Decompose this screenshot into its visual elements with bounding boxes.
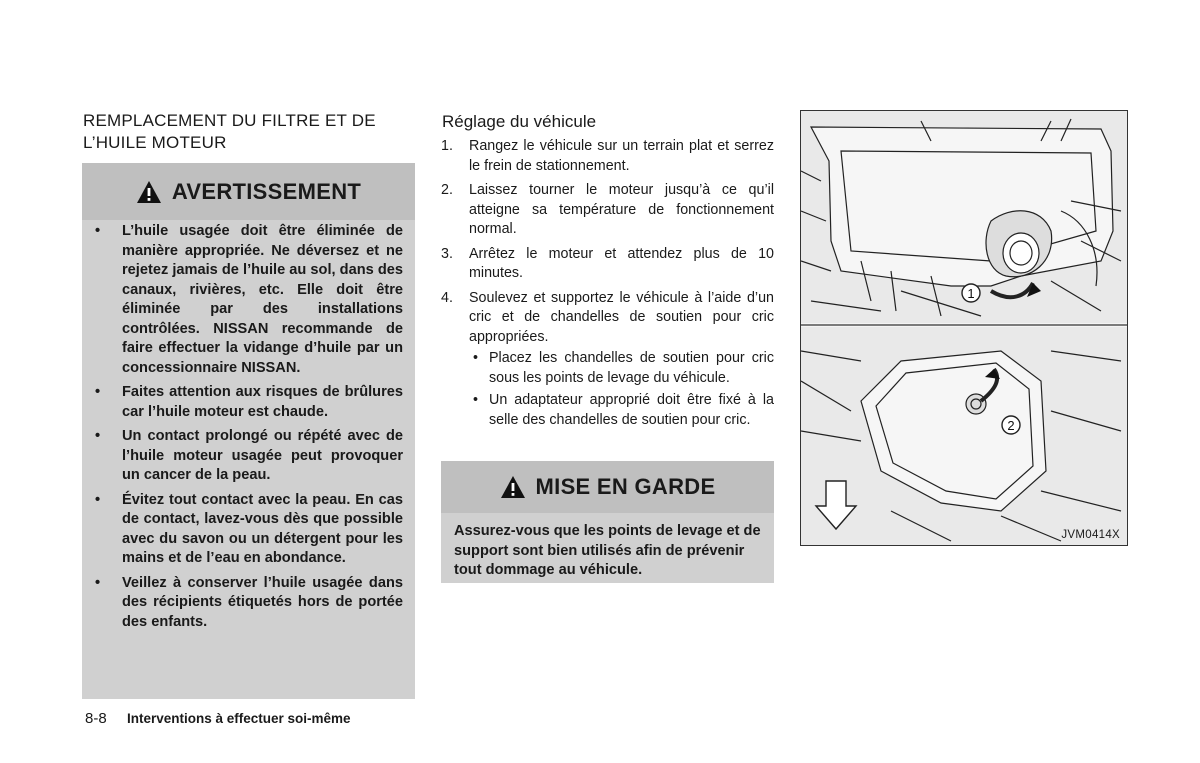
sub-item: • Un adaptateur approprié doit être fixé à la selle des chandelles de soutien pour cric. <box>473 392 774 428</box>
warning-triangle-icon <box>136 180 162 204</box>
step-item <box>441 245 774 284</box>
step-text: Arrêtez le moteur et attendez plus de 10 minutes. <box>469 245 774 281</box>
page-number: 8-8 <box>85 710 107 727</box>
step-number: 3. <box>441 245 453 262</box>
figure-code: JVM0414X <box>1061 529 1120 541</box>
warning-list <box>82 222 415 637</box>
bullet: • <box>95 223 101 239</box>
chapter-title: Interventions à effectuer soi-même <box>127 711 351 726</box>
bullet: • <box>95 384 101 400</box>
bullet: • <box>473 392 479 408</box>
warning-item: • L’huile usagée doit être éliminée de manière appropriée. Ne déversez et ne rejetez jamais de l’huile au sol, dans des canaux, rivières, etc. Elle doit être éliminée par des installations contrôlées. NISSAN recommande de faire effectuer la vidange d’huile par un concessionnaire NISSAN. <box>95 223 403 376</box>
engine-drawing <box>801 111 1127 545</box>
bullet: • <box>473 350 479 366</box>
warning-item: • Évitez tout contact avec la peau. En cas de contact, lavez-vous dès que possible avec du savon ou un détergent pour les mains et de l’eau en abondance. <box>95 491 403 566</box>
vehicle-setup-heading: Réglage du véhicule <box>442 112 597 131</box>
warning-item: • Veillez à conserver l’huile usagée dans des récipients étiquetés hors de portée des enfants. <box>95 574 403 630</box>
step-sublist <box>469 349 774 430</box>
caution-box <box>441 461 774 583</box>
callout-1: 1 <box>967 286 975 301</box>
callout-2: 2 <box>1007 418 1015 433</box>
bullet: • <box>95 428 101 444</box>
step-number: 2. <box>441 182 453 198</box>
step-text: Laissez tourner le moteur jusqu’à ce qu’il atteigne sa température de fonctionnement normal. <box>469 182 774 237</box>
setup-steps <box>441 137 774 435</box>
caution-text: Assurez-vous que les points de levage et de support sont bien utilisés afin de prévenir tout dommage au véhicule. <box>454 523 761 578</box>
step-text: Soulevez et supportez le véhicule à l’aide d’un cric et de chandelles de soutien pour cric appropriées. <box>469 289 774 345</box>
warning-triangle-icon <box>500 475 526 499</box>
warning-item: • Faites attention aux risques de brûlures car l’huile moteur est chaude. <box>95 384 403 420</box>
engine-illustration <box>800 110 1128 546</box>
section-title: REMPLACEMENT DU FILTRE ET DE L’HUILE MOTEUR <box>83 111 376 152</box>
step-number: 1. <box>441 138 453 154</box>
warning-item: • Un contact prolongé ou répété avec de l’huile moteur usagée peut provoquer un cancer de la peau. <box>95 428 403 483</box>
sub-item: • Placez les chandelles de soutien pour cric sous les points de levage du véhicule. <box>473 350 774 386</box>
warning-title: AVERTISSEMENT <box>171 178 362 204</box>
step-number: 4. <box>441 289 453 306</box>
caution-header <box>441 461 774 513</box>
warning-box <box>82 163 415 699</box>
warning-header <box>82 163 415 220</box>
bullet: • <box>95 491 101 508</box>
oil-pan-view <box>801 327 1127 545</box>
caution-title: MISE EN GARDE <box>535 474 716 499</box>
step-item <box>441 181 774 240</box>
step-item <box>441 289 774 431</box>
bullet: • <box>95 574 101 591</box>
step-text: Rangez le véhicule sur un terrain plat et serrez le frein de stationnement. <box>469 138 774 174</box>
step-item <box>441 137 774 176</box>
engine-top-view <box>801 111 1127 323</box>
